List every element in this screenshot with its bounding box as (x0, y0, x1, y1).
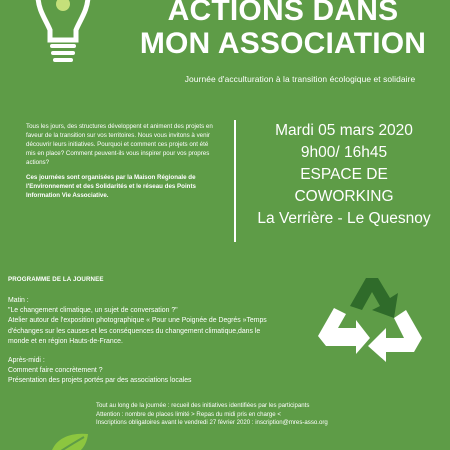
event-date: Mardi 05 mars 2020 (275, 122, 413, 139)
title-line-1: ACTIONS DANS (167, 0, 399, 27)
event-details (246, 120, 442, 230)
vertical-divider (234, 120, 236, 242)
recycle-icon (316, 266, 424, 378)
morning-line: Atelier autour de l'exposition photographique « Pour une Poignée de Degrés »Temps (8, 317, 267, 325)
spacer (8, 347, 308, 356)
light-bulb-icon (26, 0, 100, 66)
footer-line: Tout au long de la journée : recueil des initiatives identifiées par les participants (96, 402, 310, 409)
title-line-2: MON ASSOCIATION (139, 27, 427, 60)
event-venue-line-2: COWORKING (294, 188, 394, 205)
afternoon-line: Comment faire concrètement ? (8, 367, 103, 375)
program-heading: PROGRAMME DE LA JOURNEE (8, 276, 104, 283)
event-venue-line-1: ESPACE DE (300, 166, 388, 183)
morning-label: Matin : (8, 297, 29, 304)
event-location: La Verrière - Le Quesnoy (257, 210, 431, 227)
event-time: 9h00/ 16h45 (300, 144, 388, 161)
organizers-paragraph: Ces journées sont organisées par la Maison Régionale de l'Environnement et des Solidarités et le réseau des Points Information Vie Associative. (26, 174, 196, 199)
afternoon-line: Présentation des projets portés par des associations locales (8, 377, 192, 385)
page-title (118, 0, 448, 60)
subtitle: Journée d'acculturation à la transition écologique et solidaire (184, 74, 416, 84)
afternoon-label: Après-midi : (8, 357, 45, 365)
footer-line: Inscriptions obligatoires avant le vendredi 27 février 2020 : inscription@mres-asso.org (96, 419, 328, 427)
program-section (8, 296, 308, 387)
morning-line: d'échanges sur les causes et les conséquences du changement climatique,dans le (8, 327, 261, 335)
morning-line: "Le changement climatique, un sujet de conversation ?" (8, 307, 178, 315)
morning-line: monde et en région Hauts-de-France. (8, 337, 123, 345)
footer-info (96, 402, 396, 428)
intro-text (26, 122, 218, 206)
footer-line: Attention : nombre de places limité > Repas du midi pris en charge < (96, 410, 281, 418)
leaf-icon (46, 430, 92, 450)
intro-paragraph: Tous les jours, des structures développent et animent des projets en faveur de la transition sur vos territoires. Nous vous invitons à venir découvrir leurs initiatives. Pourquoi et comment ces projets ont été mis en place? Comment peuvent-ils vous inspirer pour vos propres actions? (26, 123, 213, 166)
